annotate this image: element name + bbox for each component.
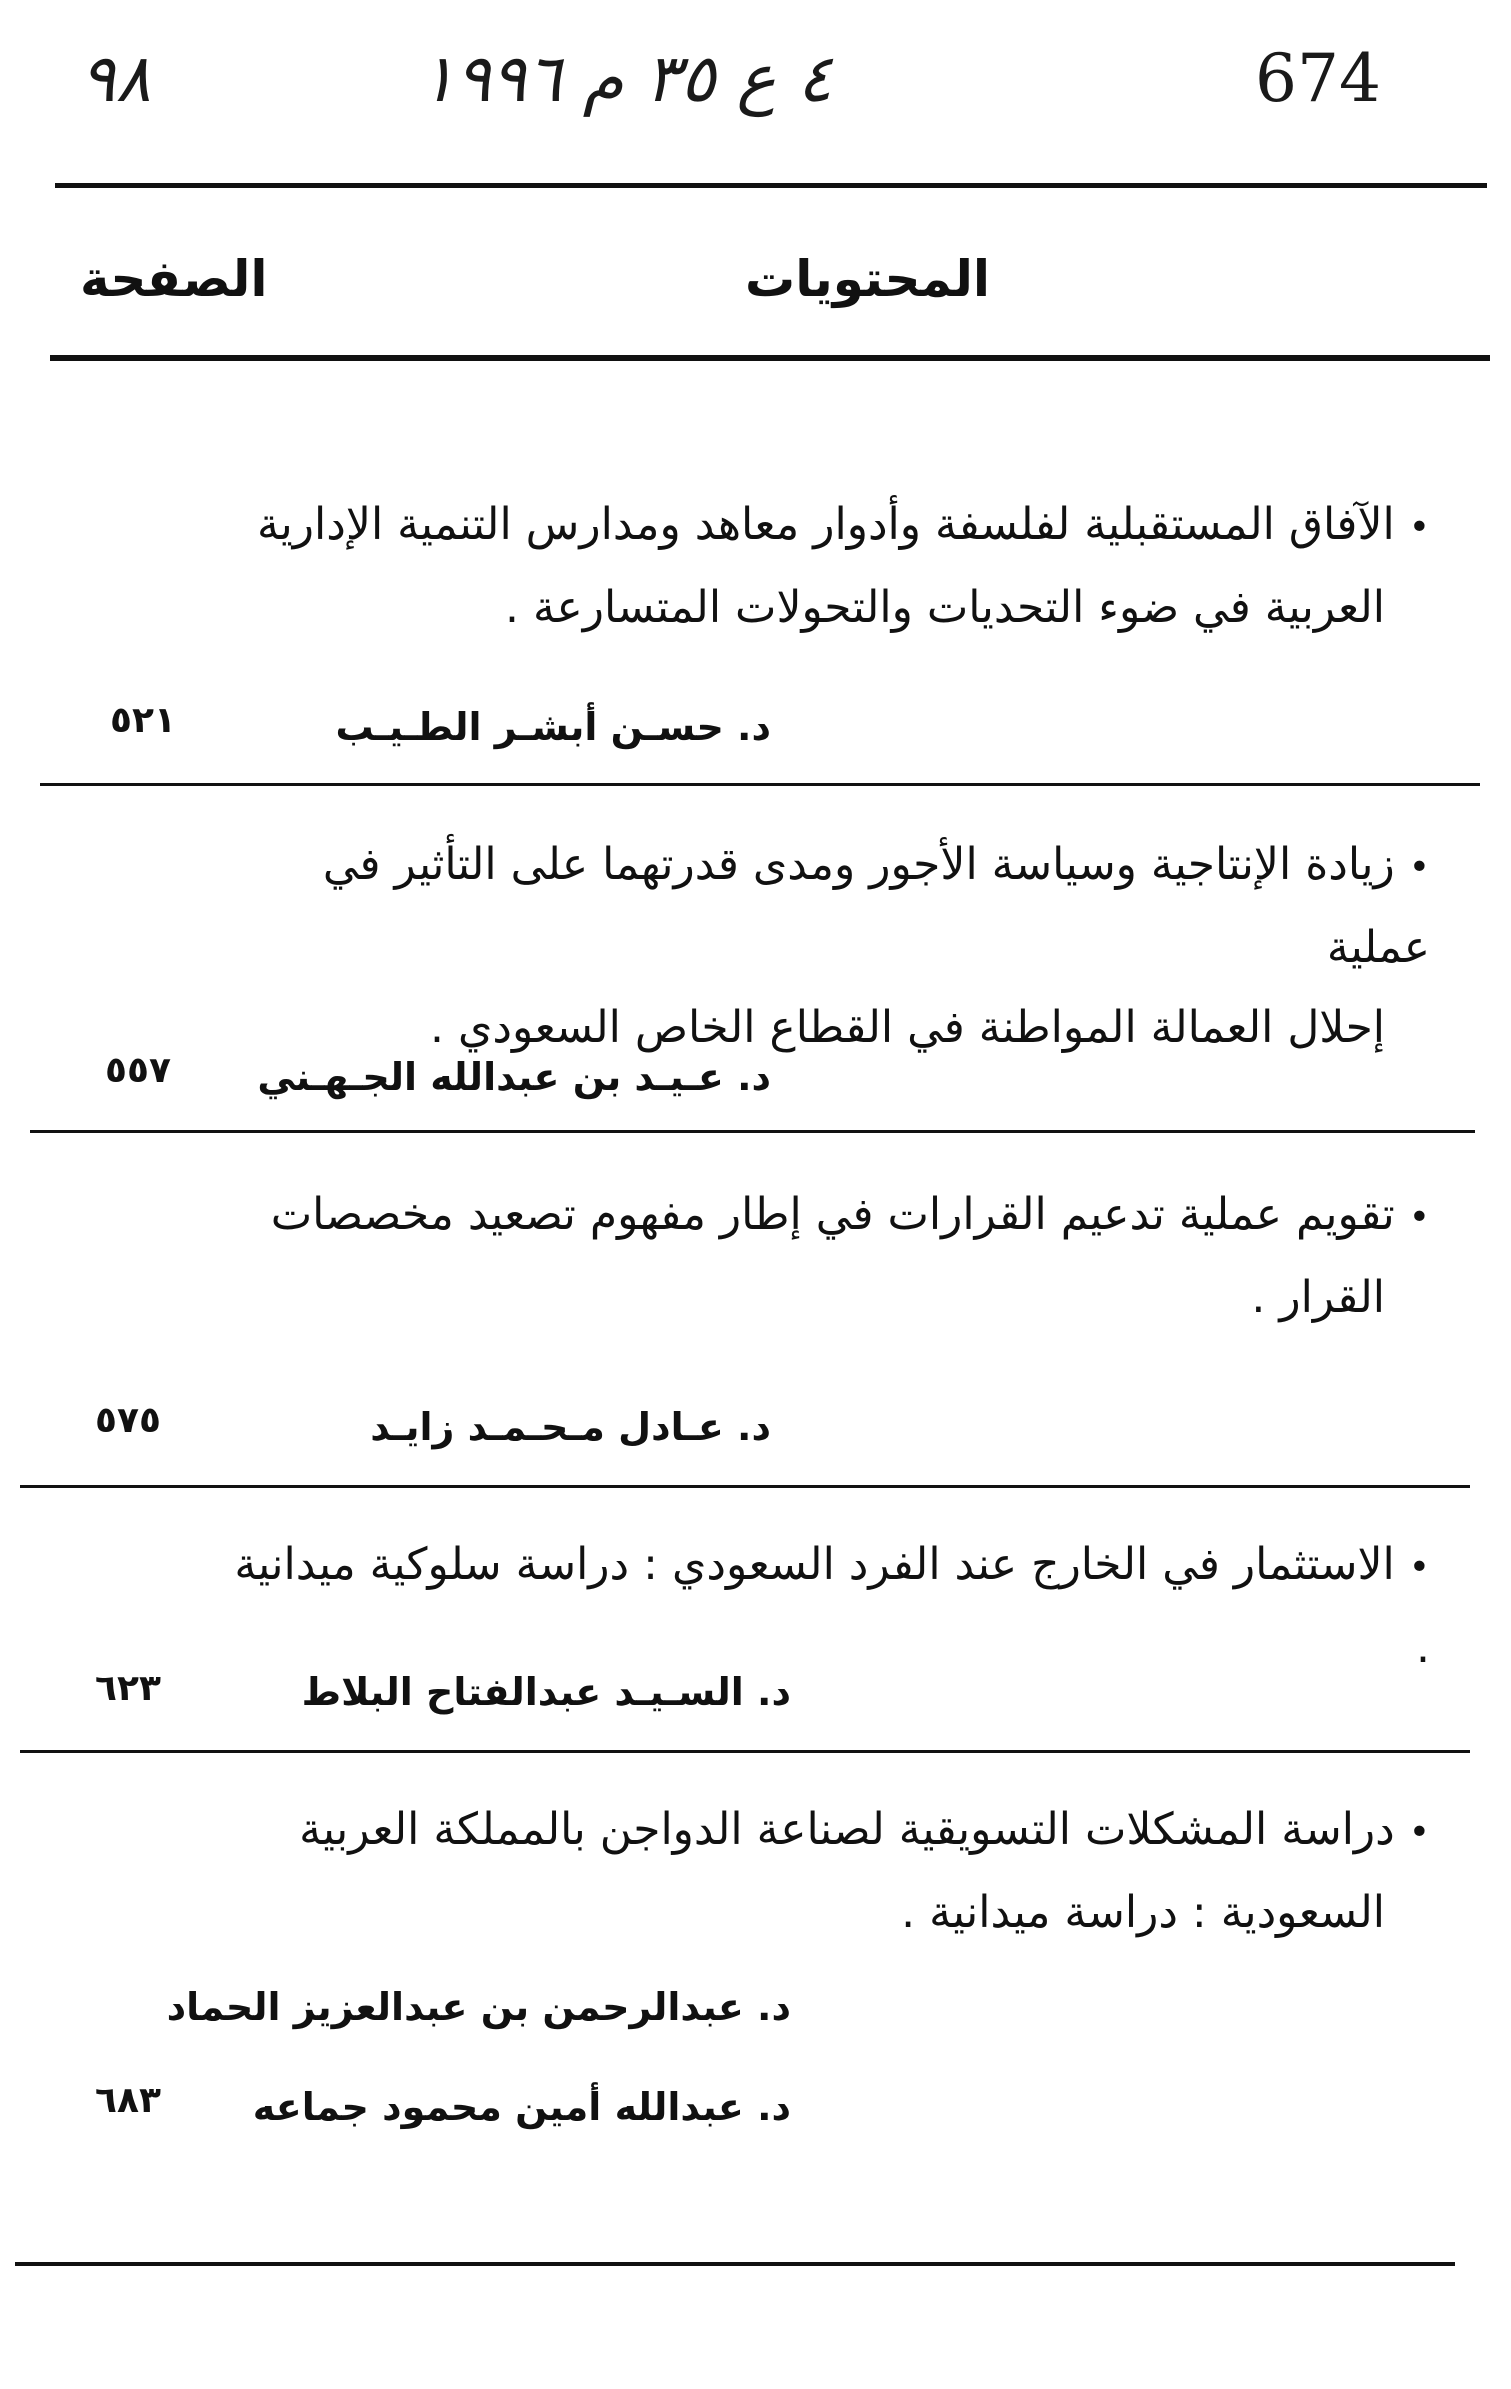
- entry-title-line: •الاستثمار في الخارج عند الفرد السعودي : دراسة سلوكية ميدانية .: [234, 1539, 1430, 1673]
- bullet: •: [1408, 1547, 1430, 1588]
- header-bottom-rule: [50, 355, 1490, 361]
- entry-title-line: •تقويم عملية تدعيم القرارات في إطار مفهوم تصعيد مخصصات: [270, 1189, 1430, 1240]
- entry-page-number: ٥٧٥: [95, 1400, 161, 1441]
- entry-page-number: ٦٨٣: [95, 2080, 161, 2121]
- entry-page-number: ٦٢٣: [95, 1668, 161, 1709]
- handwritten-note-right: 674: [1255, 40, 1381, 117]
- entry-title-line: •الآفاق المستقبلية لفلسفة وأدوار معاهد ومدارس التنمية الإدارية: [256, 499, 1430, 550]
- page-column-heading: الصفحة: [80, 250, 268, 308]
- entry-title-line: •زيادة الإنتاجية وسياسة الأجور ومدى قدرتهما على التأثير في عملية: [322, 839, 1430, 973]
- header-top-rule: [55, 183, 1487, 188]
- bullet: •: [1408, 1812, 1430, 1853]
- entry-title-line: •دراسة المشكلات التسويقية لصناعة الدواجن بالمملكة العربية: [299, 1804, 1430, 1855]
- entry-separator: [20, 1750, 1470, 1753]
- entry-author: د. عـادل مـحـمـد زايـد: [370, 1405, 771, 1449]
- bullet: •: [1408, 847, 1430, 888]
- entry-author: د. عبدالرحمن بن عبدالعزيز الحماد: [166, 1985, 791, 2029]
- entry-page-number: ٥٢١: [110, 700, 176, 741]
- toc-entry-2: [230, 825, 1430, 1068]
- handwritten-note-left: ٩٨: [80, 40, 151, 117]
- toc-entry-3: [230, 1175, 1430, 1338]
- footer-rule: [15, 2262, 1455, 2266]
- entry-title-line: السعودية : دراسة ميدانية .: [901, 1887, 1385, 1938]
- entry-separator: [40, 783, 1480, 786]
- toc-entry-5: [230, 1790, 1430, 1953]
- entry-title-line: إحلال العمالة المواطنة في القطاع الخاص السعودي .: [429, 1002, 1385, 1053]
- entry-page-number: ٥٥٧: [105, 1050, 171, 1091]
- entry-separator: [30, 1130, 1475, 1133]
- entry-title-line: القرار .: [1251, 1272, 1385, 1323]
- toc-entry-1: [230, 485, 1430, 648]
- handwritten-note-middle: ٤ ع ٣٥ م ١٩٩٦: [420, 40, 833, 117]
- entry-author: د. عبدالله أمين محمود جماعه: [252, 2085, 791, 2129]
- bullet: •: [1408, 507, 1430, 548]
- entry-author: د. السـيـد عبدالفتاح البلاط: [301, 1670, 791, 1714]
- bullet: •: [1408, 1197, 1430, 1238]
- contents-heading: المحتويات: [745, 250, 991, 308]
- entry-author: د. عـيـد بن عبدالله الجـهـني: [257, 1055, 771, 1099]
- entry-author: د. حسـن أبشـر الطـيـب: [335, 705, 771, 749]
- toc-entry-4: [230, 1525, 1430, 1688]
- entry-title-line: العربية في ضوء التحديات والتحولات المتسارعة .: [504, 582, 1385, 633]
- entry-separator: [20, 1485, 1470, 1488]
